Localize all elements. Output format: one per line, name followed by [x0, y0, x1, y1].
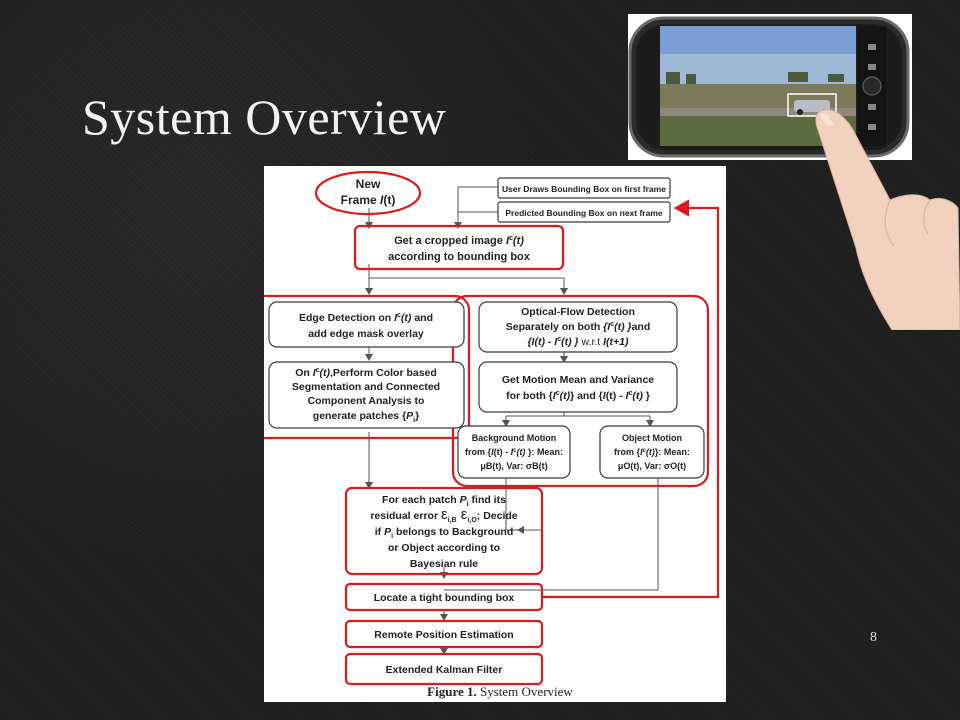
figure-caption: Figure 1. System Overview [427, 684, 573, 699]
locate-box-label: Locate a tight bounding box [373, 592, 515, 604]
bg-line-2: from {$I(t) - I^c(t)$ }: Mean: [465, 447, 563, 457]
patch-line-4: or Object according to [387, 542, 501, 554]
seg-line-4: generate patches $\{P_i\}$ [312, 410, 420, 424]
kalman-box-label: Extended Kalman Filter [385, 664, 503, 676]
obj-line-2: from $\{I^c(t)\}$: Mean: [614, 447, 690, 457]
motion-line-1: Get Motion Mean and Variance [501, 374, 655, 386]
system-overview-figure [264, 166, 726, 702]
seg-line-3: Component Analysis to [307, 395, 425, 407]
flow-line-2: Separately on both {$I^c(t)$ }and [505, 321, 651, 333]
new-frame-label: New [355, 177, 381, 191]
bg-line-1: Background Motion [471, 433, 557, 443]
edge-detection-box [269, 302, 464, 347]
user-box-label: User Draws Bounding Box on first frame [502, 184, 666, 194]
frame-label: Frame I(t) [340, 193, 396, 207]
patch-line-3: if $P_i$ belongs to Background [374, 526, 514, 540]
slide-title: System Overview [82, 89, 447, 145]
flow-line-1: Optical-Flow Detection [521, 306, 635, 318]
crop-line-2: according to bounding box [388, 251, 530, 263]
crop-line-1: Get a cropped image $I^c(t)$ [394, 235, 524, 247]
motion-line-2: for both $\{I^c(t)\}$ and {$I(t) - I^c(t)$ } [506, 390, 650, 402]
remote-box-label: Remote Position Estimation [374, 629, 514, 641]
motion-mean-box [479, 362, 677, 412]
flow-line-3: {$I(t) - I^c(t)$ } w.r.t I(t+1) [527, 336, 629, 348]
slide-number: 8 [870, 630, 877, 645]
obj-line-3: μO(t), Var: σO(t) [617, 461, 687, 471]
obj-line-1: Object Motion [622, 433, 682, 443]
patch-line-5: Bayesian rule [409, 558, 479, 570]
seg-line-1: On $I^c(t),Perform$ Color based [295, 367, 437, 379]
patch-line-2: residual error $\varepsilon_{i,B}$ $\varepsilon_{i,O}$; Decide [370, 506, 518, 524]
predicted-box-label: Predicted Bounding Box on next frame [505, 208, 663, 218]
edge-line-2: add edge mask overlay [308, 328, 424, 340]
edge-line-1: Edge Detection on $I^c(t)$ and [298, 312, 434, 324]
bg-line-3: μB(t), Var: σB(t) [480, 461, 548, 471]
pointing-hand-icon [812, 108, 960, 330]
seg-line-2: Segmentation and Connected [291, 381, 441, 393]
patch-line-1: For each patch $P_i$ find its [382, 494, 506, 508]
